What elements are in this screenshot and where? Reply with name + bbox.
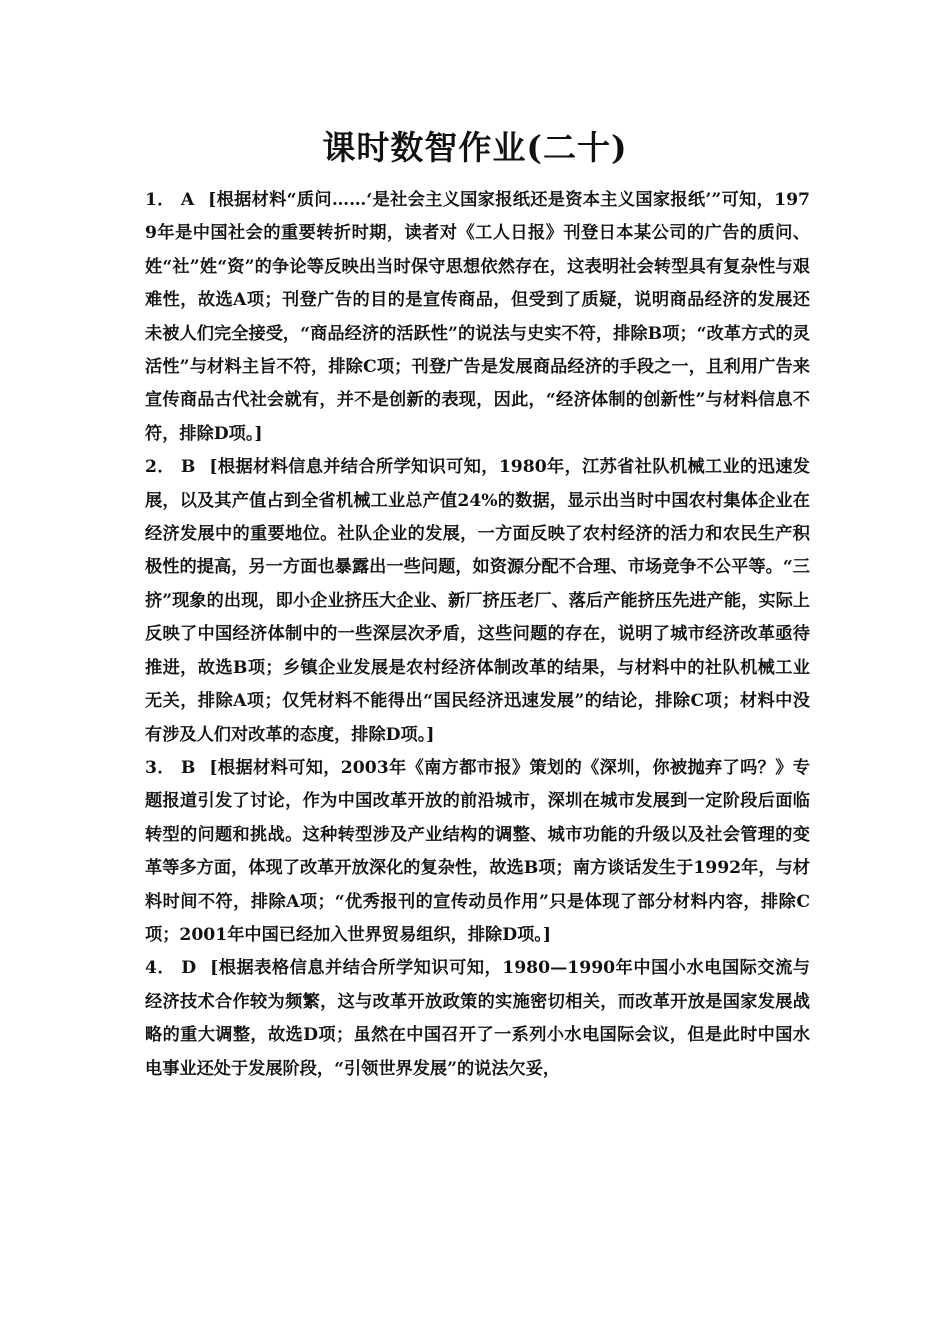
answer-option: D	[181, 958, 197, 979]
answer-option: B	[180, 457, 196, 478]
question-number: 1．	[145, 190, 175, 210]
answer-item-3	[145, 752, 810, 952]
answer-option: A	[180, 190, 195, 210]
answer-explanation: [根据表格信息并结合所学知识可知，1980—1990年中国小水电国际交流与经济技术合作较为频繁，这与改革开放政策的实施密切相关，而改革开放是国家发展战略的重大调整，故选D项；虽然在中国召开了一系列小水电国际会议，但是此时中国水电事业还处于发展阶段，“引领世界发展”的说法欠妥，	[145, 958, 810, 1079]
question-number: 3．	[145, 757, 175, 778]
question-number: 4．	[145, 958, 176, 979]
answer-explanation: [根据材料可知，2003年《南方都市报》策划的《深圳，你被抛弃了吗？》专题报道引发了讨论，作为中国改革开放的前沿城市，深圳在城市发展到一定阶段后面临转型的问题和挑战。这种转型涉及产业结构的调整、城市功能的升级以及社会管理的变革等多方面，体现了改革开放深化的复杂性，故选B项；南方谈话发生于1992年，与材料时间不符，排除A项；“优秀报刊的宣传动员作用”只是体现了部分材料内容，排除C项；2001年中国已经加入世界贸易组织，排除D项。]	[145, 757, 810, 945]
answer-item-2	[145, 451, 810, 752]
answer-option: B	[180, 757, 196, 778]
answer-list	[145, 184, 810, 1086]
question-number: 2．	[145, 457, 175, 478]
page-title: 课时数智作业(二十)	[322, 128, 628, 167]
answer-item-1	[145, 184, 810, 451]
answer-item-4	[145, 952, 810, 1086]
answer-explanation: [根据材料“质问……‘是社会主义国家报纸还是资本主义国家报纸’”可知，1979年是中国社会的重要转折时期，读者对《工人日报》刊登日本某公司的广告的质问、姓“社”姓“资”的争论等反映出当时保守思想依然存在，这表明社会转型具有复杂性与艰难性，故选A项；刊登广告的目的是宣传商品，但受到了质疑，说明商品经济的发展还未被人们完全接受，“商品经济的活跃性”的说法与史实不符，排除B项；“改革方式的灵活性”与材料主旨不符，排除C项；刊登广告是发展商品经济的手段之一，且利用广告来宣传商品古代社会就有，并不是创新的表现，因此，“经济体制的创新性”与材料信息不符，排除D项。]	[145, 190, 810, 444]
answer-explanation: [根据材料信息并结合所学知识可知，1980年，江苏省社队机械工业的迅速发展，以及其产值占到全省机械工业总产值24%的数据，显示出当时中国农村集体企业在经济发展中的重要地位。社队企业的发展，一方面反映了农村经济的活力和农民生产积极性的提高，另一方面也暴露出一些问题，如资源分配不合理、市场竞争不公平等。“三挤”现象的出现，即小企业挤压大企业、新厂挤压老厂、落后产能挤压先进产能，实际上反映了中国经济体制中的一些深层次矛盾，这些问题的存在，说明了城市经济改革亟待推进，故选B项；乡镇企业发展是农村经济体制改革的结果，与材料中的社队机械工业无关，排除A项；仅凭材料不能得出“国民经济迅速发展”的结论，排除C项；材料中没有涉及人们对改革的态度，排除D项。]	[145, 457, 810, 745]
